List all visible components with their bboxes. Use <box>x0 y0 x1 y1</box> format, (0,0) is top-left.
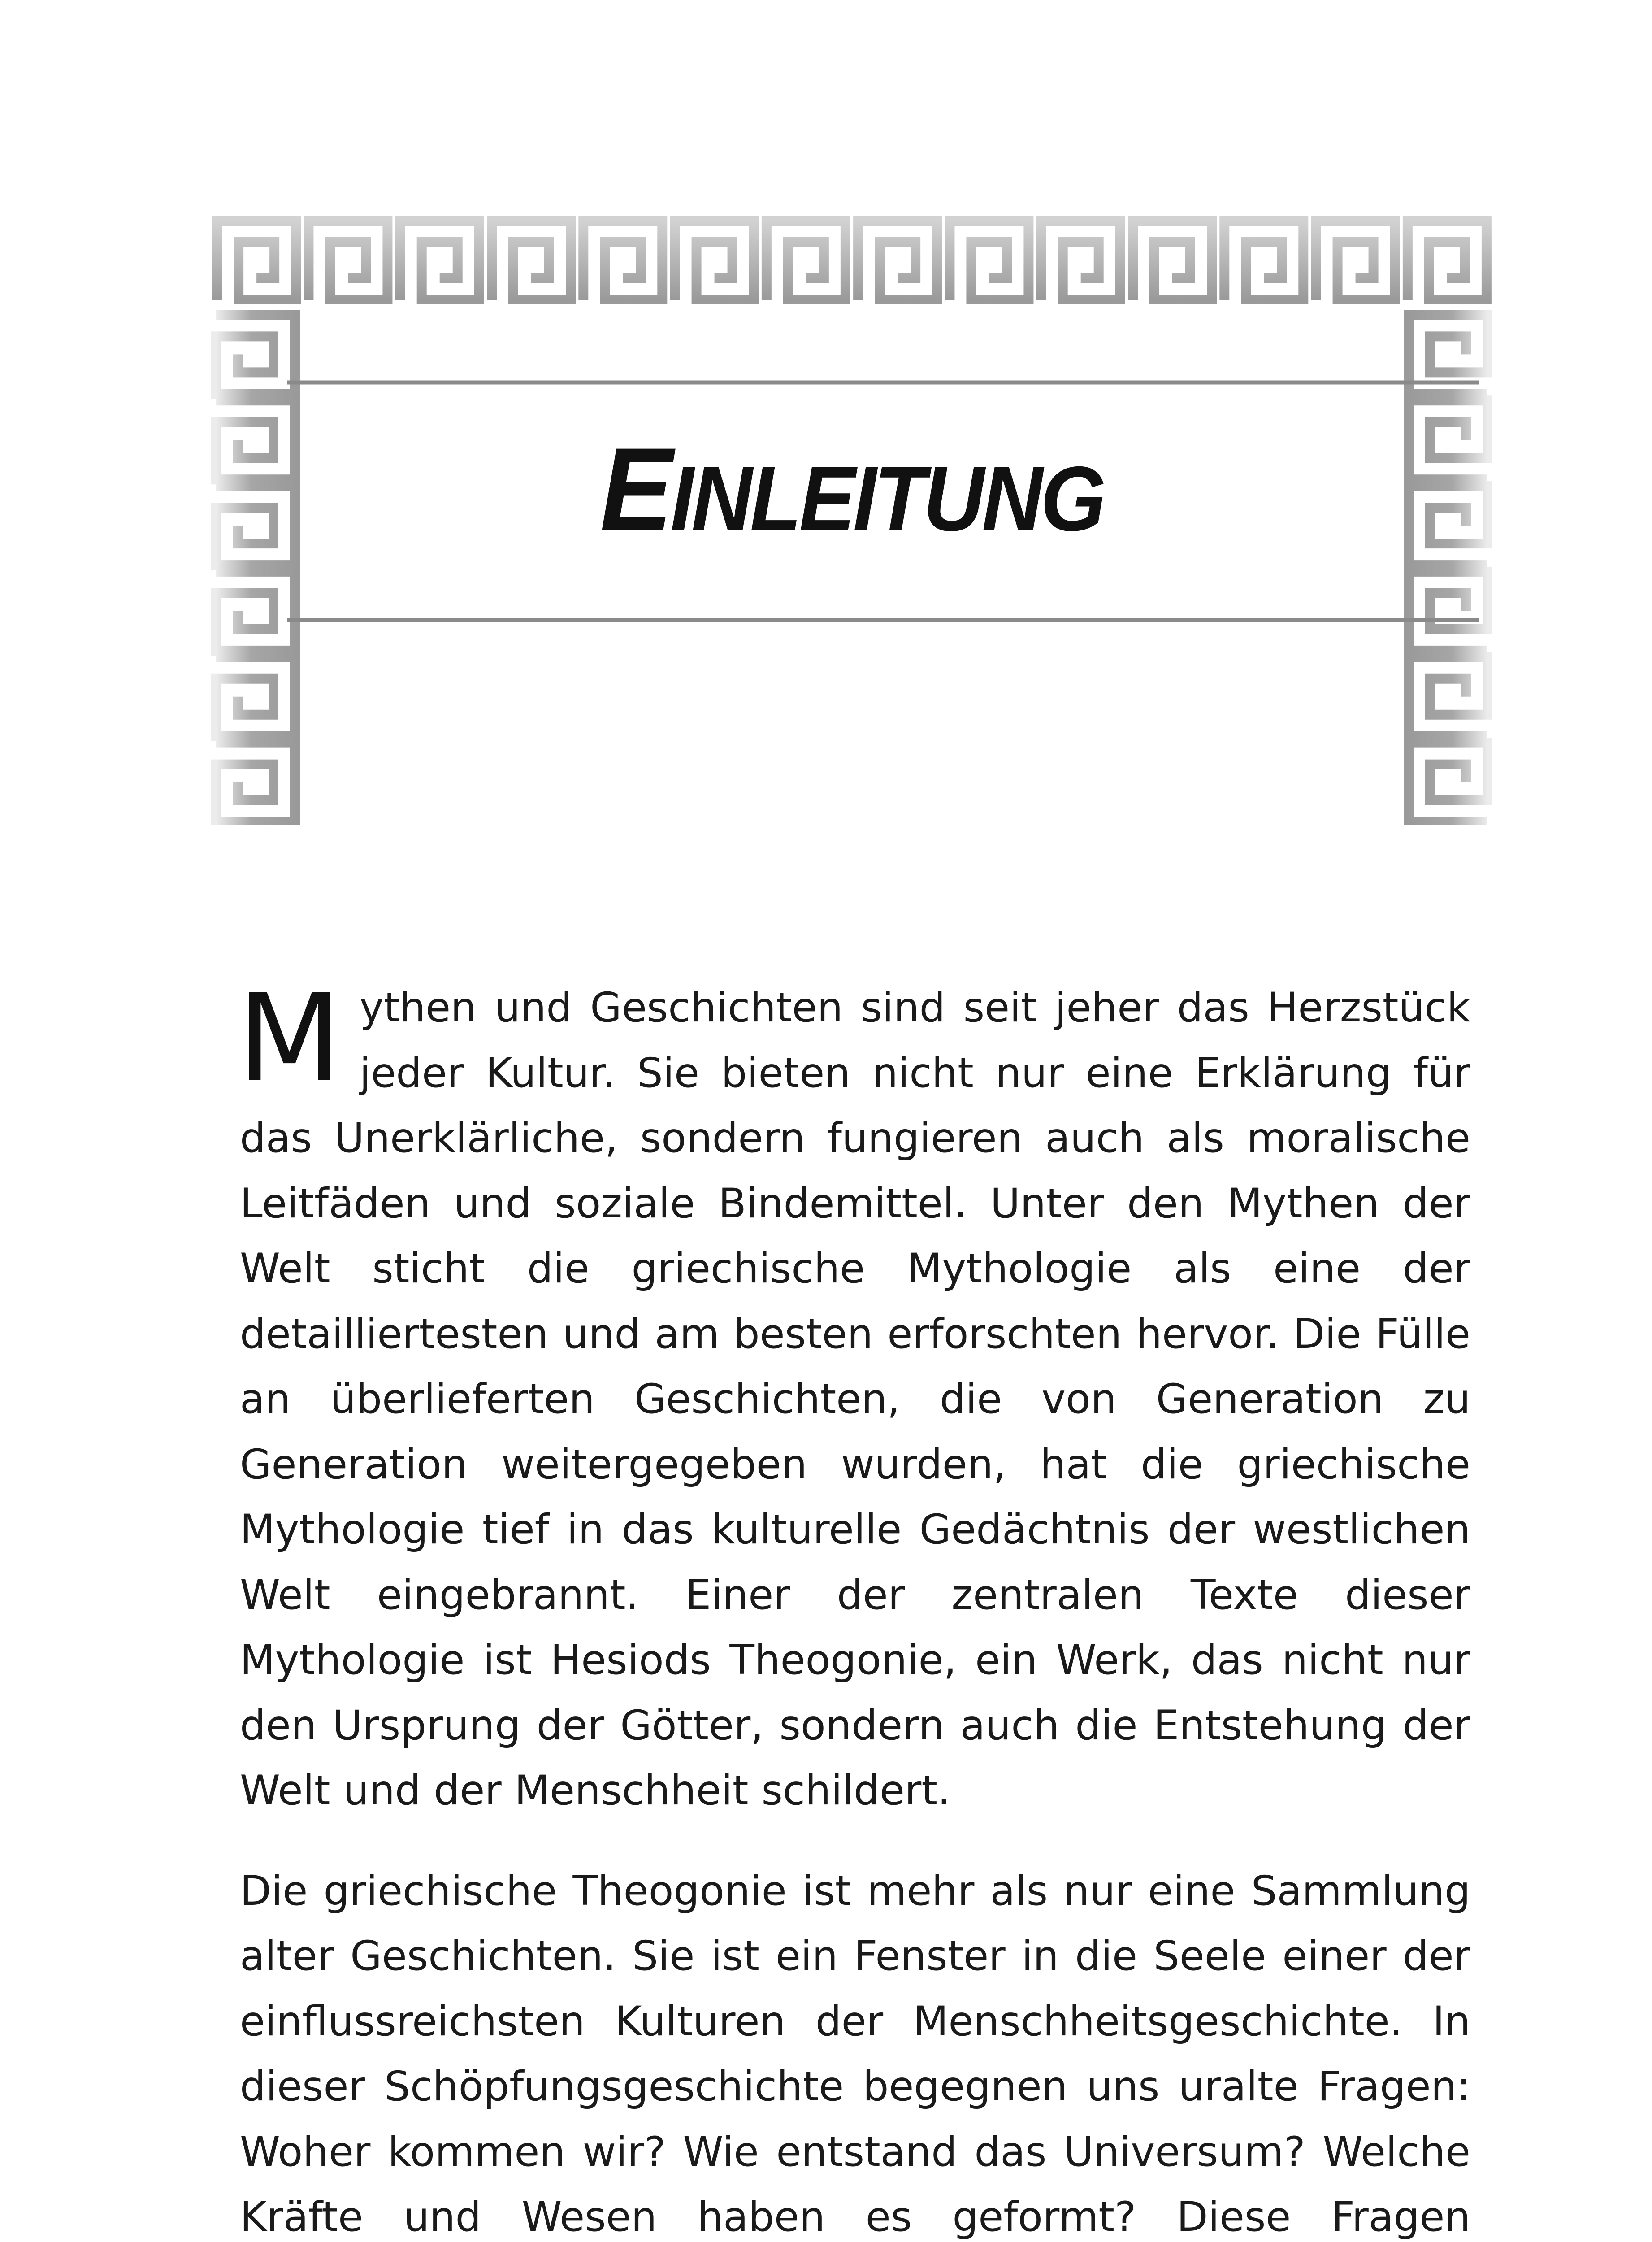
paragraph-2: Die griechische Theogonie ist mehr als nur eine Sammlung alter Geschichten. Sie ist ein Fenster in die Seele einer der einflussreichsten Kulturen der Menschheitsgeschichte. In dieser Schöpfungsgeschichte begegnen uns uralte Fragen: Woher kommen wir? Wie entstand das Universum? Welche Kräfte und Wesen haben es geformt? Diese Fragen <box>240 1867 1470 2241</box>
ornament-top-unit <box>492 221 571 300</box>
paragraph-1 <box>237 968 1470 1824</box>
ornament-top-unit <box>858 221 937 300</box>
ornament-right-band <box>1409 315 1487 821</box>
ornament-top-unit <box>217 221 296 300</box>
ornament-top-unit <box>308 221 387 300</box>
ornament-top-unit <box>1041 221 1120 300</box>
ornament-top-unit <box>1408 221 1487 300</box>
ornament-left-unit <box>216 572 295 651</box>
chapter-title <box>349 423 1355 556</box>
ornament-top-unit <box>675 221 754 300</box>
ornament-top-unit <box>767 221 846 300</box>
ornament-right-unit <box>1409 486 1487 565</box>
ornament-left-band <box>216 315 295 821</box>
ornament-left-unit <box>216 486 295 565</box>
ornament-right-unit <box>1409 400 1487 479</box>
paragraph-1-text: ythen und Geschichten sind seit jeher das Herzstück jeder Kultur. Sie bieten nicht nur eine Erklärung für das Unerklärliche, sondern fungieren auch als moralische Leitfäden und soziale Bindemittel. Unter den Mythen der Welt sticht die griechische Mythologie als eine der detailliertesten und am besten erforschten hervor. Die Fülle an überlieferten Geschichten, die von Generation zu Generation weitergegeben wurden, hat die griechische Mythologie tief in das kulturelle Gedächtnis der westlichen Welt eingebrannt. Einer der zentralen Texte dieser Mythologie ist Hesiods Theogonie, ein Werk, das nicht nur den Ursprung der Götter, sondern auch die Entstehung der Welt und der Menschheit schildert. <box>240 984 1470 1814</box>
ornament-right-unit <box>1409 572 1487 651</box>
ornament-top-band <box>217 221 1487 300</box>
ornament-left-unit <box>216 657 295 736</box>
chapter-body <box>237 968 1470 2242</box>
ornament-left-unit <box>216 315 295 394</box>
ornament-left-unit <box>216 400 295 479</box>
ornament-top-unit <box>950 221 1028 300</box>
ornament-top-unit <box>1133 221 1212 300</box>
ornament-left-unit <box>216 743 295 822</box>
chapter-title-initial: E <box>600 423 671 556</box>
ornament-top-unit <box>1224 221 1303 300</box>
ornament-right-unit <box>1409 657 1487 736</box>
ornament-top-unit <box>583 221 662 300</box>
drop-cap: M <box>237 968 342 1109</box>
chapter-title-rest: INLEITUNG <box>670 448 1104 550</box>
ornament-top-unit <box>1316 221 1395 300</box>
ornament-right-unit <box>1409 743 1487 822</box>
ornament-top-unit <box>400 221 479 300</box>
